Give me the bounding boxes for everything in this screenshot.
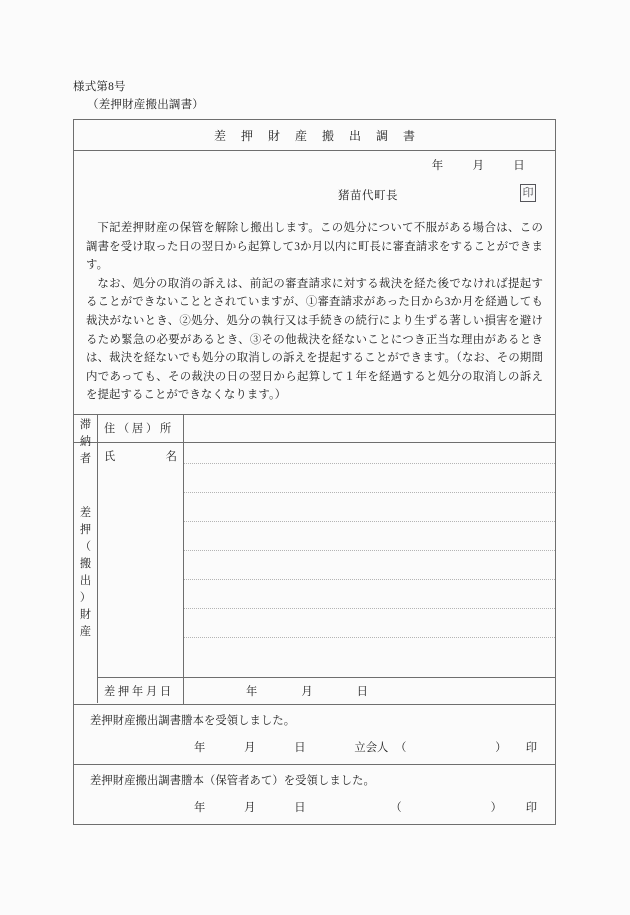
dotted-rule xyxy=(184,608,555,609)
address-label-text: 住 （ 居 ） 所 xyxy=(104,423,172,436)
receipt-2-day: 日 xyxy=(294,801,306,814)
receipt-block-1 xyxy=(74,705,555,765)
taxpayer-label-char-2: 納 xyxy=(79,436,92,449)
property-label-char-3: （ xyxy=(79,540,92,553)
name-label-char-1: 氏 xyxy=(104,451,116,464)
property-label-char-7: 財 xyxy=(79,608,92,621)
receipt-2-year: 年 xyxy=(194,801,206,814)
receipt-1-text: 差押財産搬出調書謄本を受領しました。 xyxy=(90,714,296,727)
property-label-char-1: 差 xyxy=(79,506,92,519)
property-label-char-5: 出 xyxy=(79,574,92,587)
property-label-char-8: 産 xyxy=(79,625,92,638)
seizure-date-row xyxy=(98,678,555,704)
seizure-date-value[interactable] xyxy=(184,678,555,704)
property-writing-area[interactable] xyxy=(98,443,555,678)
seal-stamp-icon: 印 xyxy=(520,184,536,202)
seizure-removal-form-table xyxy=(73,119,556,825)
form-subtitle: （差押財産搬出調書） xyxy=(87,99,204,111)
issuer-name: 猪苗代町長 xyxy=(338,190,398,202)
issuer-block xyxy=(74,151,555,211)
body-paragraph-1: 下記差押財産の保管を解除し搬出します。この処分について不服がある場合は、この調書を受け取った日の翌日から起算して3か月以内に町長に審査請求をすることができます。 xyxy=(86,222,543,272)
seizure-date-month: 月 xyxy=(301,685,313,698)
receipt-1-paren-close: ） xyxy=(495,741,507,754)
taxpayer-address-row xyxy=(74,415,555,466)
receipt-2-paren-open: （ xyxy=(390,801,402,814)
receipt-1-date xyxy=(194,742,344,754)
issue-date-year: 年 xyxy=(431,160,444,172)
dotted-rule xyxy=(184,463,555,464)
property-vertical-label xyxy=(74,443,98,703)
seizure-date-label xyxy=(98,678,184,704)
dotted-rule xyxy=(184,579,555,580)
receipt-2-month: 月 xyxy=(244,801,256,814)
receipt-1-paren-open: （ xyxy=(395,741,407,754)
dotted-rule xyxy=(184,550,555,551)
receipt-block-2 xyxy=(74,765,555,824)
body-paragraph-2: なお、処分の取消の訴えは、前記の審査請求に対する裁決を経た後でなければ提起することができないこととされていますが、①審査請求があった日から3か月を経過しても裁決がないとき、②処分、処分の執行又は手続きの続行により生ずる著しい損害を避けるため緊急の必要があるとき、③その他裁決を経ないことにつき正当な理由があるときは、裁決を経ないでも処分の取消しの訴えを提起することができます。（なお、その期間内であっても、その裁決の日の翌日から起算して１年を経過すると処分の取消しの訴えを提起することができなくなります。） xyxy=(86,277,543,402)
receipt-1-day: 日 xyxy=(294,741,306,754)
seizure-date-label-text: 差 押 年 月 日 xyxy=(104,685,172,698)
receipt-2-text: 差押財産搬出調書謄本（保管者あて）を受領しました。 xyxy=(90,774,375,787)
seizure-date-year: 年 xyxy=(246,685,258,698)
dotted-rule xyxy=(184,637,555,638)
property-body xyxy=(98,443,555,704)
seizure-date-day: 日 xyxy=(356,685,368,698)
property-label-char-6: ） xyxy=(79,591,92,604)
receipt-1-seal-icon: 印 xyxy=(525,741,537,754)
document-header xyxy=(73,78,204,114)
form-title: 差 押 財 産 搬 出 調 書 xyxy=(213,128,421,143)
taxpayer-label-char-1: 滞 xyxy=(79,419,92,432)
form-number: 様式第8号 xyxy=(73,81,126,93)
receipt-1-year: 年 xyxy=(194,741,206,754)
property-label-char-2: 押 xyxy=(79,523,92,536)
seized-property-row xyxy=(74,443,555,705)
taxpayer-fields xyxy=(98,415,555,464)
property-left-gutter xyxy=(98,443,184,677)
property-dotted-lines[interactable] xyxy=(184,443,555,677)
address-value[interactable] xyxy=(184,415,555,442)
taxpayer-label-char-3: 者 xyxy=(79,453,92,466)
title-row xyxy=(74,120,555,151)
address-row xyxy=(98,415,555,443)
receipt-1-month: 月 xyxy=(244,741,256,754)
dotted-rule xyxy=(184,521,555,522)
receipt-2-seal-icon: 印 xyxy=(525,801,537,814)
issue-date-month: 月 xyxy=(472,160,485,172)
name-label-char-2: 名 xyxy=(165,451,177,464)
dotted-rule xyxy=(184,492,555,493)
receipt-1-signature-line[interactable] xyxy=(74,738,555,758)
address-label xyxy=(98,415,184,442)
taxpayer-vertical-label xyxy=(74,415,98,471)
body-text-block xyxy=(74,211,555,415)
issuer-line xyxy=(74,187,555,207)
issue-date-day: 日 xyxy=(513,160,525,172)
issue-date-line xyxy=(74,157,555,173)
receipt-2-date xyxy=(194,802,344,814)
receipt-2-paren-close: ） xyxy=(490,801,502,814)
receipt-2-signature-line[interactable] xyxy=(74,798,555,818)
property-label-char-4: 搬 xyxy=(79,557,92,570)
receipt-1-witness-label: 立会人 xyxy=(354,741,389,754)
